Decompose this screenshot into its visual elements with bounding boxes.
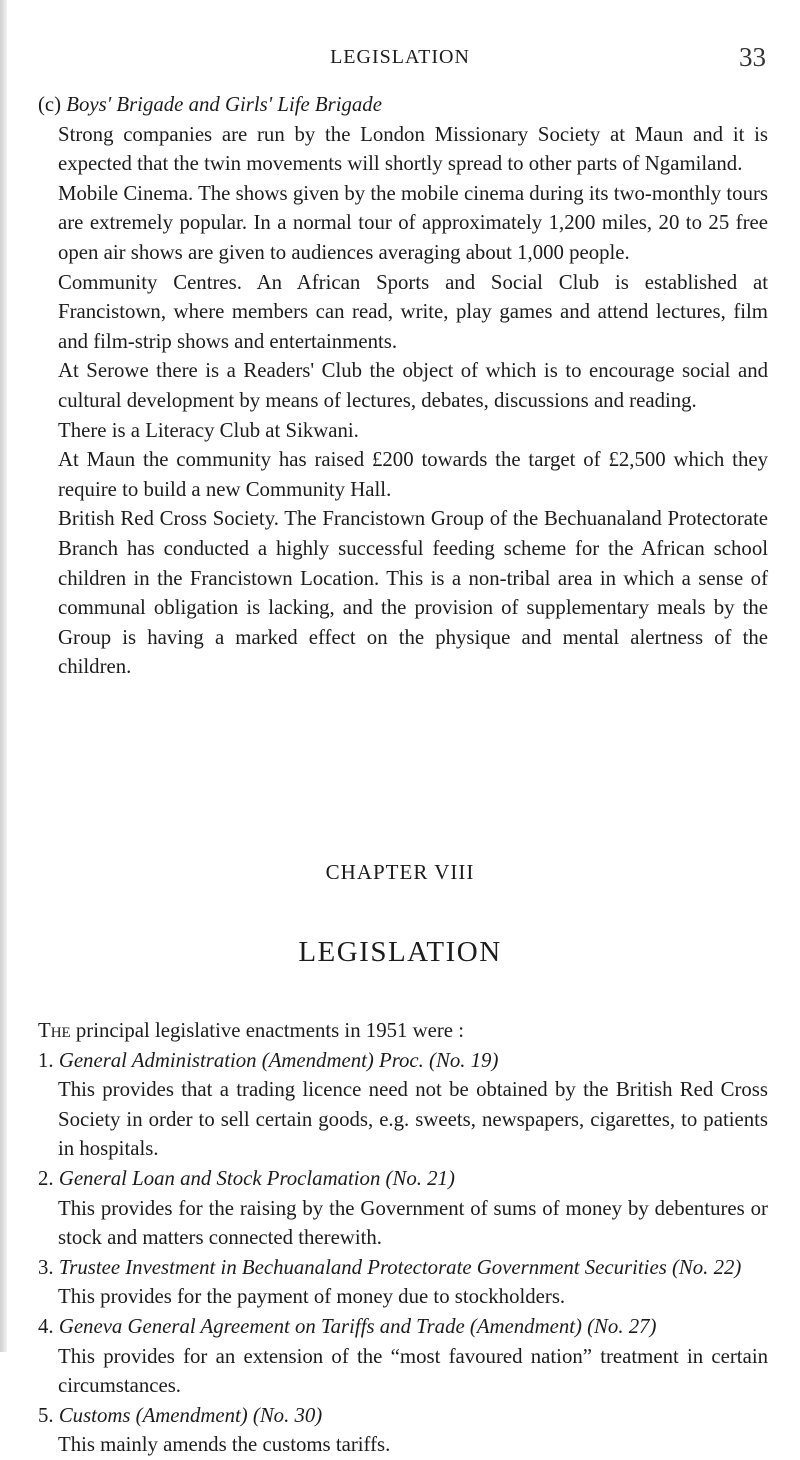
section-heading	[38, 90, 768, 120]
section-label: (c)	[38, 93, 62, 116]
enactment-title: 4. Geneva General Agreement on Tariffs and Trade (Amendment) (No. 27)	[38, 1314, 657, 1338]
section-title: Boys' Brigade and Girls' Life Brigade	[66, 93, 382, 116]
enactment-text: This provides for the payment of money due to stockholders.	[58, 1285, 566, 1309]
paragraph: At Serowe there is a Readers' Club the object of which is to encourage social and cultural development by means of lectures, debates, discussions and reading.	[58, 359, 768, 412]
intro-paragraph	[38, 1016, 768, 1046]
chapter-number: CHAPTER VIII	[325, 860, 475, 884]
enactment-text: This provides for an extension of the “most favoured nation” treatment in certain circumstances.	[58, 1344, 768, 1398]
enactment-title: 3. Trustee Investment in Bechuanaland Protectorate Government Securities (No. 22)	[38, 1255, 742, 1279]
running-title: LEGISLATION	[330, 46, 470, 68]
running-header	[0, 42, 800, 72]
upper-body	[38, 90, 768, 682]
enactment-title: 2. General Loan and Stock Proclamation (No. 21)	[38, 1166, 455, 1190]
paragraph: Mobile Cinema. The shows given by the mobile cinema during its two-monthly tours are extremely popular. In a normal tour of approximately 1,200 miles, 20 to 25 free open air shows are given to audiences averaging about 1,000 people.	[58, 181, 768, 264]
lower-body	[38, 1016, 768, 1460]
paragraph: There is a Literacy Club at Sikwani.	[58, 418, 359, 442]
chapter-title: LEGISLATION	[298, 936, 502, 968]
section-paragraph: Strong companies are run by the London Missionary Society at Maun and it is expected that the twin movements will shortly spread to other parts of Ngamiland.	[58, 122, 768, 176]
enactment-title: 1. General Administration (Amendment) Proc. (No. 19)	[38, 1048, 499, 1072]
enactment-title: 5. Customs (Amendment) (No. 30)	[38, 1403, 323, 1427]
paragraph: At Maun the community has raised £200 towards the target of £2,500 which they require to build a new Community Hall.	[58, 448, 768, 501]
page-number: 33	[739, 42, 766, 72]
enactment-text: This mainly amends the customs tariffs.	[58, 1433, 391, 1457]
intro-text: principal legislative enactments in 1951 were :	[70, 1019, 464, 1042]
paragraph: Community Centres. An African Sports and Social Club is established at Francistown, where members can read, write, play games and attend lectures, film and film-strip shows and entertainments.	[58, 270, 768, 353]
paragraph: British Red Cross Society. The Francistown Group of the Bechuanaland Protectorate Branch has conducted a highly successful feeding scheme for the African school children in the Francistown Location. This is a non-tribal area in which a sense of communal obligation is lacking, and the provision of supplementary meals by the Group is having a marked effect on the physique and mental alertness of the children.	[58, 507, 768, 679]
enactment-text: This provides for the raising by the Government of sums of money by debentures or stock and matters connected therewith.	[58, 1196, 768, 1250]
enactment-text: This provides that a trading licence need not be obtained by the British Red Cross Society in order to sell certain goods, e.g. sweets, newspapers, cigarettes, to patients in hospitals.	[58, 1078, 768, 1161]
intro-lead: The	[38, 1019, 71, 1042]
